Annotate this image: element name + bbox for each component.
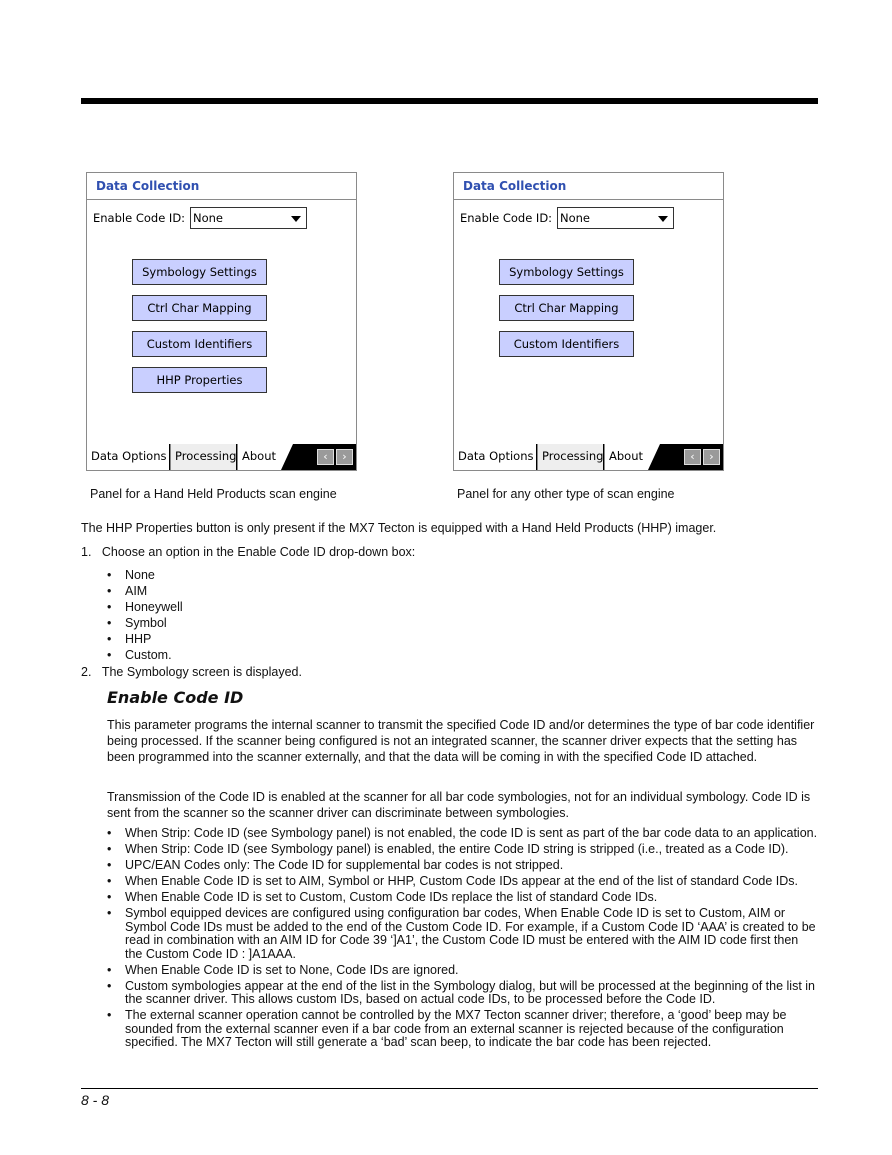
hhp-panel-screenshot — [86, 172, 357, 471]
list-item: • HHP — [107, 631, 183, 647]
code-id-options-list — [107, 567, 183, 663]
custom-identifiers-button[interactable]: Custom Identifiers — [132, 331, 267, 357]
scroll-right-icon[interactable]: › — [703, 449, 720, 465]
list-item: • When Strip: Code ID (see Symbology panel) is enabled, the entire Code ID string is stripped (i.e., treated as a Code ID). — [107, 843, 819, 857]
title-separator — [454, 199, 723, 200]
footer-rule — [81, 1088, 818, 1089]
symbology-settings-button[interactable]: Symbology Settings — [132, 259, 267, 285]
list-item: • None — [107, 567, 183, 583]
enable-code-id-dropdown[interactable] — [557, 207, 674, 229]
tab-processing[interactable]: Processing — [170, 444, 236, 470]
tab-processing[interactable]: Processing — [537, 444, 603, 470]
custom-identifiers-button[interactable]: Custom Identifiers — [499, 331, 634, 357]
enable-code-id-label: Enable Code ID: — [93, 211, 186, 225]
chevron-down-icon — [291, 216, 301, 222]
panel-title: Data Collection — [463, 179, 567, 193]
section-heading: Enable Code ID — [107, 688, 244, 707]
list-item: • When Enable Code ID is set to AIM, Symbol or HHP, Custom Code IDs appear at the end of the list of standard Code IDs. — [107, 875, 819, 889]
code-id-notes-list — [107, 827, 819, 1052]
dropdown-value: None — [193, 211, 224, 225]
tab-bar — [87, 444, 356, 470]
description-paragraph: This parameter programs the internal scanner to transmit the specified Code ID and/or determines the type of bar code identifier being processed. If the scanner being configured is not an integrated scanner, the scanner driver expects that the setting has been programmed into the scanner externally, and that the data will be coming in with the specified Code ID attached. — [107, 718, 815, 764]
list-item: • UPC/EAN Codes only: The Code ID for supplemental bar codes is not stripped. — [107, 859, 819, 873]
tab-bar — [454, 444, 723, 470]
enable-code-id-label: Enable Code ID: — [460, 211, 553, 225]
transmission-paragraph: Transmission of the Code ID is enabled at the scanner for all bar code symbologies, not for an individual symbology. Code ID is sent from the scanner so the scanner driver can discriminate between symbologies. — [107, 790, 811, 820]
step-2: 2. The Symbology screen is displayed. — [81, 665, 302, 679]
list-item: • Symbol — [107, 615, 183, 631]
scroll-left-icon[interactable]: ‹ — [684, 449, 701, 465]
left-panel-caption: Panel for a Hand Held Products scan engine — [90, 487, 337, 501]
intro-paragraph: The HHP Properties button is only present if the MX7 Tecton is equipped with a Hand Held Products (HHP) imager. — [81, 521, 717, 535]
header-rule — [81, 98, 818, 104]
ctrl-char-mapping-button[interactable]: Ctrl Char Mapping — [499, 295, 634, 321]
title-separator — [87, 199, 356, 200]
ctrl-char-mapping-button[interactable]: Ctrl Char Mapping — [132, 295, 267, 321]
tab-data-options[interactable]: Data Options — [454, 444, 536, 470]
list-item: • When Strip: Code ID (see Symbology panel) is not enabled, the code ID is sent as part of the bar code data to an application. — [107, 827, 819, 841]
right-panel-caption: Panel for any other type of scan engine — [457, 487, 675, 501]
tab-data-options[interactable]: Data Options — [87, 444, 169, 470]
list-item: • Honeywell — [107, 599, 183, 615]
list-item: • AIM — [107, 583, 183, 599]
step-1: 1. Choose an option in the Enable Code ID drop-down box: — [81, 545, 416, 559]
list-item: • Custom. — [107, 647, 183, 663]
tab-about[interactable]: About — [604, 444, 648, 470]
other-panel-screenshot — [453, 172, 724, 471]
panel-title: Data Collection — [96, 179, 200, 193]
list-item: • When Enable Code ID is set to None, Code IDs are ignored. — [107, 964, 819, 978]
symbology-settings-button[interactable]: Symbology Settings — [499, 259, 634, 285]
list-item: • Custom symbologies appear at the end of the list in the Symbology dialog, but will be processed at the beginning of the list in the scanner driver. This allows custom IDs, based on actual code IDs, to be processed before the Code ID. — [107, 980, 819, 1007]
page-number: 8 - 8 — [81, 1092, 110, 1108]
scroll-right-icon[interactable]: › — [336, 449, 353, 465]
list-item: • The external scanner operation cannot be controlled by the MX7 Tecton scanner driver; therefore, a ‘good’ beep may be sounded from the external scanner even if a bar code from an external scanner is rejected because of the configuration specified. The MX7 Tecton will still generate a ‘bad’ scan beep, to indicate the bar code has been rejected. — [107, 1009, 819, 1050]
list-item: • Symbol equipped devices are configured using configuration bar codes, When Enable Code ID is set to Custom, AIM or Symbol Code IDs must be added to the end of the Custom Code ID. For example, if a Custom Code ID ‘AAA’ is created to be read in combination with an AIM ID for Code 39 ‘]A1’, the Custom Code ID must be entered with the AIM ID code first then the Custom Code ID : ]A1AAA. — [107, 907, 819, 961]
list-item: • When Enable Code ID is set to Custom, Custom Code IDs replace the list of standard Code IDs. — [107, 891, 819, 905]
hhp-properties-button[interactable]: HHP Properties — [132, 367, 267, 393]
dropdown-value: None — [560, 211, 591, 225]
scroll-left-icon[interactable]: ‹ — [317, 449, 334, 465]
tab-about[interactable]: About — [237, 444, 281, 470]
enable-code-id-dropdown[interactable] — [190, 207, 307, 229]
chevron-down-icon — [658, 216, 668, 222]
